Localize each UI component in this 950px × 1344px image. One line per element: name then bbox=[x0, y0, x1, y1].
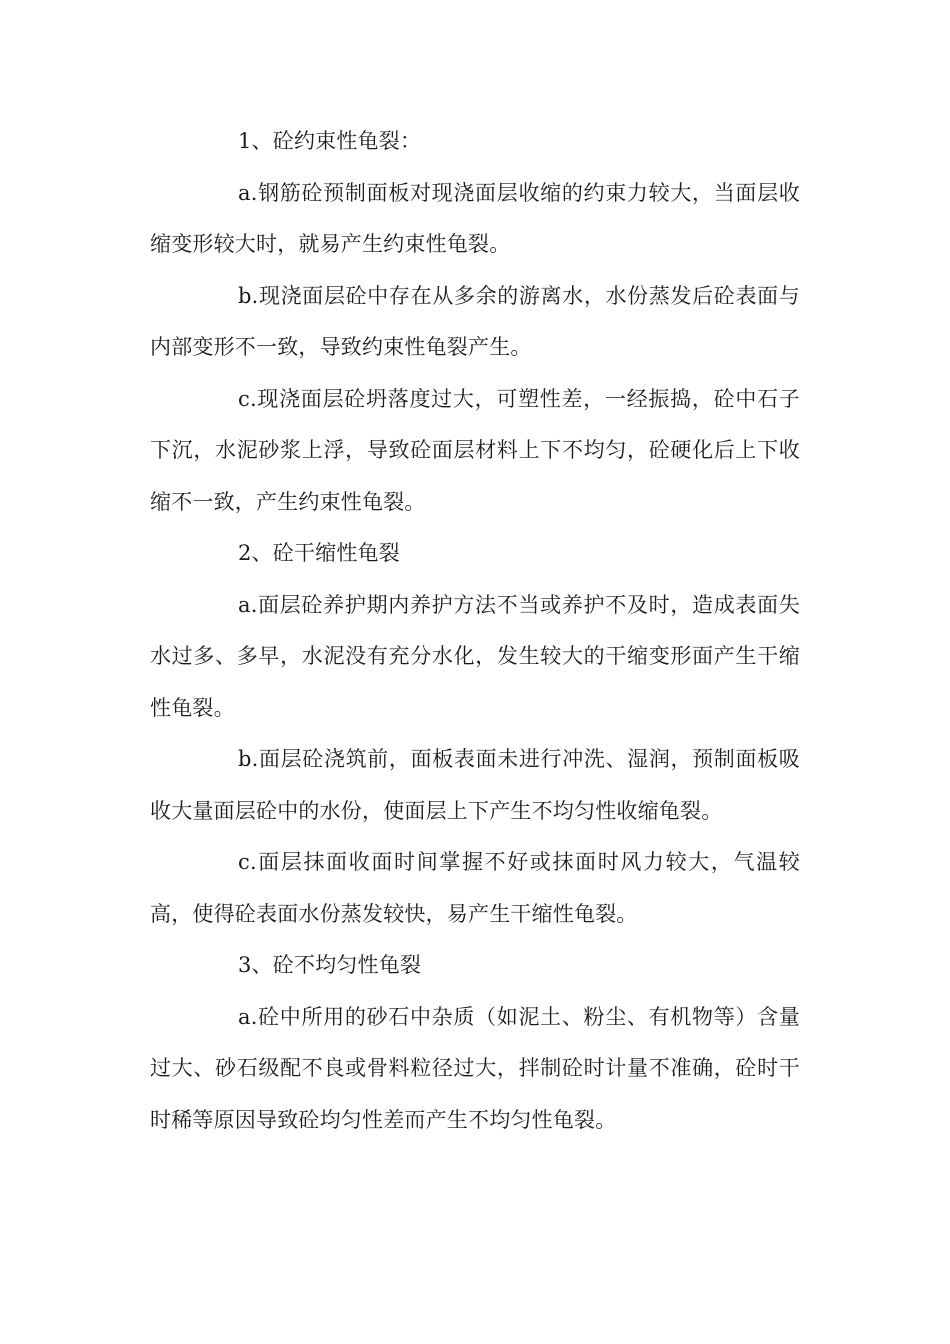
heading-shrinkage-cracking: 2、砼干缩性龟裂 bbox=[238, 541, 400, 565]
paragraph-restraint-a: a.钢筋砼预制面板对现浇面层收缩的约束力较大，当面层收缩变形较大时，就易产生约束性龟裂。 bbox=[150, 180, 800, 256]
paragraph-restraint-b: b.现浇面层砼中存在从多余的游离水，水份蒸发后砼表面与内部变形不一致，导致约束性龟裂产生。 bbox=[150, 283, 800, 359]
paragraph-restraint-c: c.现浇面层砼坍落度过大，可塑性差，一经振捣，砼中石子下沉，水泥砂浆上浮，导致砼面层材料上下不均匀，砼硬化后上下收缩不一致，产生约束性龟裂。 bbox=[150, 386, 800, 514]
paragraph-shrinkage-b: b.面层砼浇筑前，面板表面未进行冲洗、湿润，预制面板吸收大量面层砼中的水份，使面层上下产生不均匀性收缩龟裂。 bbox=[150, 747, 800, 823]
heading-nonuniform-cracking: 3、砼不均匀性龟裂 bbox=[238, 953, 422, 977]
paragraph-nonuniform-a: a.砼中所用的砂石中杂质（如泥土、粉尘、有机物等）含量过大、砂石级配不良或骨料粒径过大，拌制砼时计量不准确，砼时干时稀等原因导致砼均匀性差而产生不均匀性龟裂。 bbox=[150, 1004, 800, 1132]
paragraph-shrinkage-a: a.面层砼养护期内养护方法不当或养护不及时，造成表面失水过多、多早，水泥没有充分水化，发生较大的干缩变形面产生干缩性龟裂。 bbox=[150, 592, 800, 720]
paragraph-shrinkage-c: c.面层抹面收面时间掌握不好或抹面时风力较大，气温较高，使得砼表面水份蒸发较快，易产生干缩性龟裂。 bbox=[150, 850, 800, 926]
heading-restraint-cracking: 1、砼约束性龟裂： bbox=[238, 129, 422, 153]
document-body bbox=[150, 116, 800, 1146]
